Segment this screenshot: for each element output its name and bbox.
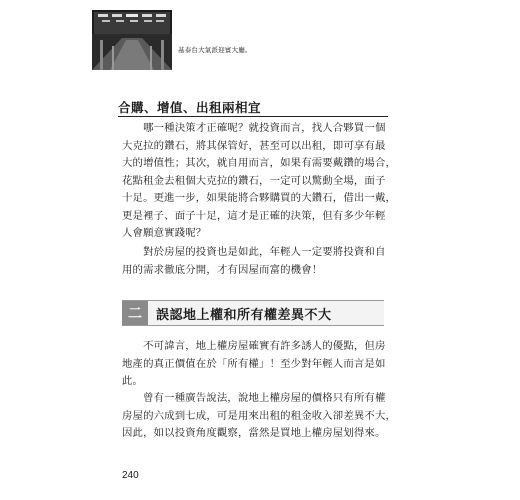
text-line: 房屋的六成到七成，可是用來出租的租金收入卻差異不大， bbox=[122, 409, 397, 422]
chapter-number: 二 bbox=[122, 301, 148, 325]
text-line: 十足。更進一步，如果能將合夥購買的大鑽石，借出一戴， bbox=[122, 192, 397, 204]
text-line: 對於房屋的投資也是如此，年輕人一定要將投資和自 bbox=[122, 246, 386, 258]
header-photo bbox=[92, 10, 172, 70]
paragraph-housing bbox=[122, 244, 384, 279]
text-line: 不可諱言，地上權房屋確實有許多誘人的優點，但房 bbox=[122, 340, 386, 352]
text-line: 此。 bbox=[122, 375, 144, 387]
page-number: 240 bbox=[122, 470, 139, 481]
paragraph-decision bbox=[122, 120, 397, 243]
chapter-title: 誤認地上權和所有權差異不大 bbox=[156, 308, 332, 323]
text-line: 用的需求徹底分開，才有因屋而富的機會！ bbox=[122, 263, 323, 276]
text-line: 曾有一種廣告說法，說地上權房屋的價格只有所有權 bbox=[122, 392, 386, 404]
paragraph-ownership bbox=[122, 338, 384, 391]
text-line: 大的增值性；其次，就自用而言，如果有需要戴鑽的場合， bbox=[122, 157, 397, 169]
text-line: 花點租金去租個大克拉的鑽石，一定可以驚動全場，面子 bbox=[122, 174, 386, 187]
running-head: 基泰台大氣派迎賓大廳。 bbox=[178, 46, 252, 54]
text-line: 大克拉的鑽石，將其保管好，甚至可以出租，即可享有最 bbox=[122, 139, 386, 152]
section-title: 合購、增值、出租兩相宜 bbox=[118, 100, 262, 115]
text-line: 更是裡子、面子十足，這才是正確的決策，但有多少年輕 bbox=[122, 209, 386, 222]
text-line: 因此，如以投資角度觀察，當然是買地上權房屋划得來。 bbox=[122, 427, 386, 439]
section-heading bbox=[118, 98, 388, 117]
paragraph-advertising bbox=[122, 390, 397, 443]
chapter-heading bbox=[122, 300, 384, 326]
text-line: 人會願意實踐呢？ bbox=[122, 227, 207, 239]
text-line: 地產的真正價值在於「所有權」！至少對年輕人而言是如 bbox=[122, 357, 386, 370]
text-line: 哪一種決策才正確呢？就投資而言，找人合夥買一個 bbox=[122, 122, 386, 134]
